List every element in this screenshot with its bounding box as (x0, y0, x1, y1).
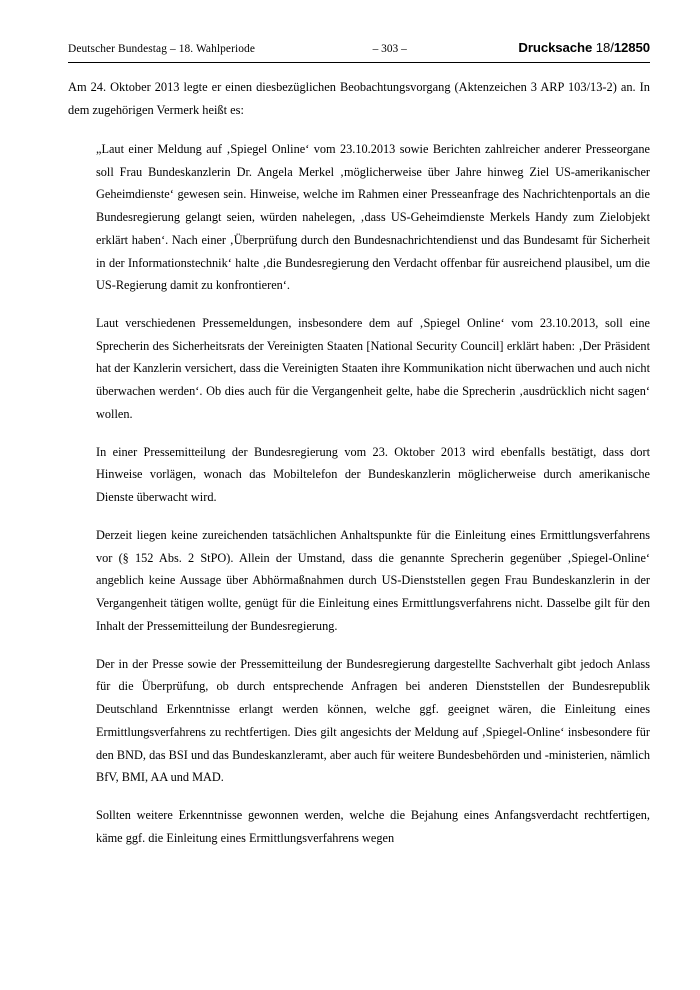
running-head (68, 40, 650, 62)
quote-paragraph-6: Sollten weitere Erkenntnisse gewonnen werden, welche die Bejahung eines Anfangsverdacht rechtfertigen, käme ggf. die Einleitung eines Ermittlungsverfahrens wegen (96, 807, 650, 845)
header-left-text: Deutscher Bundestag – 18. Wahlperiode (68, 43, 255, 55)
drucksache-label: Drucksache (518, 40, 593, 55)
quote-paragraph-3: In einer Pressemitteilung der Bundesregierung vom 23. Oktober 2013 wird ebenfalls bestätigt, dass dort Hinweise vorlägen, wonach das Mobiltelefon der Bundeskanzlerin möglicherweise durch amerikanische Dienste überwacht wird. (96, 444, 650, 505)
quote-paragraph-4: Derzeit liegen keine zureichenden tatsächlichen Anhaltspunkte für die Einleitung eines Ermittlungsverfahrens vor (§ 152 Abs. 2 StPO). Allein der Umstand, dass die genannte Sprecherin gegenüber ‚Spiegel-Online‘ angeblich keine Aussage über Abhörmaßnahmen durch US-Dienststellen gegen Frau Bundeskanzlerin in der Vergangenheit tätigen wollte, genügt für die Einleitung eines Ermittlungsverfahrens nicht. Dasselbe gilt für den Inhalt der Pressemitteilung der Bundesregierung. (96, 527, 650, 633)
header-divider (68, 62, 650, 63)
drucksache-number: 12850 (613, 40, 650, 55)
document-body (68, 76, 650, 864)
drucksache-period: 18/ (595, 40, 614, 55)
quote-paragraph-5: Der in der Presse sowie der Pressemitteilung der Bundesregierung dargestellte Sachverhalt gibt jedoch Anlass für die Überprüfung, ob durch entsprechende Anfragen bei anderen Dienststellen der Bundesrepublik Deutschland Erkenntnisse erlangt werden können, welche ggf. geeignet wären, die Einleitung eines Ermittlungsverfahrens zu rechtfertigen. Dies gilt angesichts der Meldung auf ‚Spiegel-Online‘ insbesondere für den BND, das BSI und das Bundeskanzleramt, aber auch für weitere Bundesbehörden und -ministerien, nämlich BfV, BMI, AA und MAD. (96, 656, 650, 785)
quote-paragraph-1: „Laut einer Meldung auf ‚Spiegel Online‘ vom 23.10.2013 sowie Berichten zahlreicher anderer Presseorgane soll Frau Bundeskanzlerin Dr. Angela Merkel ‚möglicherweise über Jahre hinweg Ziel US-amerikanischer Geheimdienste‘ gewesen sein. Hinweise, welche im Rahmen einer Presseanfrage des Nachrichtenportals an die Bundesregierung gelangt seien, würden nahelegen, ‚dass US-Geheimdienste Merkels Handy zum Zielobjekt erklärt haben‘. Nach einer ‚Überprüfung durch den Bundesnachrichtendienst und das Bundesamt für Sicherheit in der Informationstechnik‘ halte ‚die Bundesregierung den Verdacht offenbar für ausreichend plausibel, um die US-Regierung damit zu konfrontieren‘. (96, 141, 650, 293)
drucksache-reference (518, 40, 650, 55)
quote-paragraph-2: Laut verschiedenen Pressemeldungen, insbesondere dem auf ‚Spiegel Online‘ vom 23.10.2013, soll eine Sprecherin des Sicherheitsrats der Vereinigten Staaten [National Security Council] erklärt haben: ‚Der Präsident hat der Kanzlerin versichert, dass die Vereinigten Staaten ihre Kommunikation nicht überwachen und auch nicht überwachen werden‘. Ob dies auch für die Vergangenheit gelte, habe die Sprecherin ‚ausdrücklich nicht sagen‘ wollen. (96, 316, 650, 421)
page-number: – 303 – (372, 43, 407, 55)
paragraph-intro: Am 24. Oktober 2013 legte er einen diesbezüglichen Beobachtungsvorgang (Aktenzeichen 3 ARP 103/13-2) an. In dem zugehörigen Vermerk heißt es: (68, 80, 650, 117)
quoted-memo-block (96, 138, 650, 850)
